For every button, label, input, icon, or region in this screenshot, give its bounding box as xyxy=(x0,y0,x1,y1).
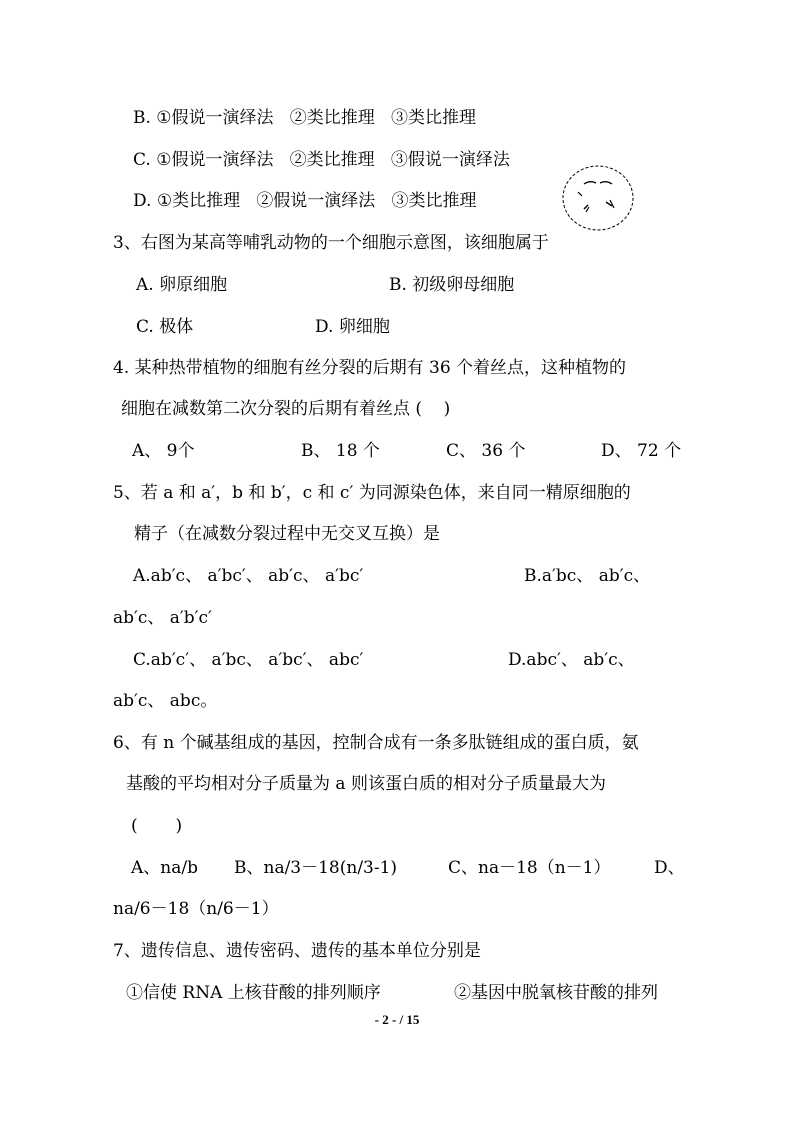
q4-option-c: C、 36 个 xyxy=(446,441,526,461)
q4-option-b: B、 18 个 xyxy=(301,441,380,461)
q2-option-b: B. ①假说一演绎法 ②类比推理 ③类比推理 xyxy=(133,108,476,128)
q3-stem: 3、右图为某高等哺乳动物的一个细胞示意图，该细胞属于 xyxy=(113,233,549,253)
q2-option-d: D. ①类比推理 ②假说一演绎法 ③类比推理 xyxy=(133,191,477,211)
q5-option-b-line1: B.a′bc、 ab′c、 xyxy=(524,566,651,586)
q6-answer-paren: ( ) xyxy=(131,816,183,836)
q6-stem-line1: 6、有 n 个碱基组成的基因，控制合成有一条多肽链组成的蛋白质，氨 xyxy=(113,733,639,753)
q5-stem-line1: 5、若 a 和 a′，b 和 b′，c 和 c′ 为同源染色体，来自同一精原细胞的 xyxy=(113,483,631,503)
q4-stem-line1: 4. 某种热带植物的细胞有丝分裂的后期有 36 个着丝点，这种植物的 xyxy=(113,358,627,378)
q6-stem-line2: 基酸的平均相对分子质量为 a 则该蛋白质的相对分子质量最大为 xyxy=(126,774,606,794)
q4-stem-line2: 细胞在减数第二次分裂的后期有着丝点 ( ) xyxy=(121,399,451,419)
q5-option-c: C.ab′c′、 a′bc、 a′bc′、 abc′ xyxy=(133,650,364,670)
q7-stem: 7、遗传信息、遗传密码、遗传的基本单位分别是 xyxy=(113,941,481,961)
q3-option-d: D. 卵细胞 xyxy=(315,317,390,337)
q6-option-c: C、na－18（n－1） xyxy=(448,858,611,878)
q4-option-d: D、 72 个 xyxy=(601,441,682,461)
page-number: - 2 - / 15 xyxy=(374,1012,420,1027)
q5-option-d-line1: D.abc′、 ab′c、 xyxy=(508,650,635,670)
q5-option-a: A.ab′c、 a′bc′、 ab′c、 a′bc′ xyxy=(133,566,364,586)
q3-option-b: B. 初级卵母细胞 xyxy=(389,275,515,295)
q6-option-a: A、na/b xyxy=(131,858,198,878)
q7-option-1: ①信使 RNA 上核苷酸的排列顺序 xyxy=(126,983,381,1003)
q4-option-a: A、 9个 xyxy=(132,441,195,461)
q7-option-2: ②基因中脱氧核苷酸的排列 xyxy=(454,983,658,1003)
q3-option-a: A. 卵原细胞 xyxy=(136,275,228,295)
q6-option-b: B、na/3－18(n/3-1) xyxy=(234,858,398,878)
q3-option-c: C. 极体 xyxy=(136,317,194,337)
q5-option-b-line2: ab′c、 a′b′c′ xyxy=(113,608,212,628)
q2-option-c: C. ①假说一演绎法 ②类比推理 ③假说一演绎法 xyxy=(133,150,510,170)
cell-diagram xyxy=(560,162,636,234)
q5-option-d-line2: ab′c、 abc。 xyxy=(113,691,218,711)
q6-option-d-line1: D、 xyxy=(654,858,685,878)
q6-option-d-line2: na/6－18（n/6－1） xyxy=(113,899,279,919)
q5-stem-line2: 精子（在减数分裂过程中无交叉互换）是 xyxy=(134,524,440,544)
